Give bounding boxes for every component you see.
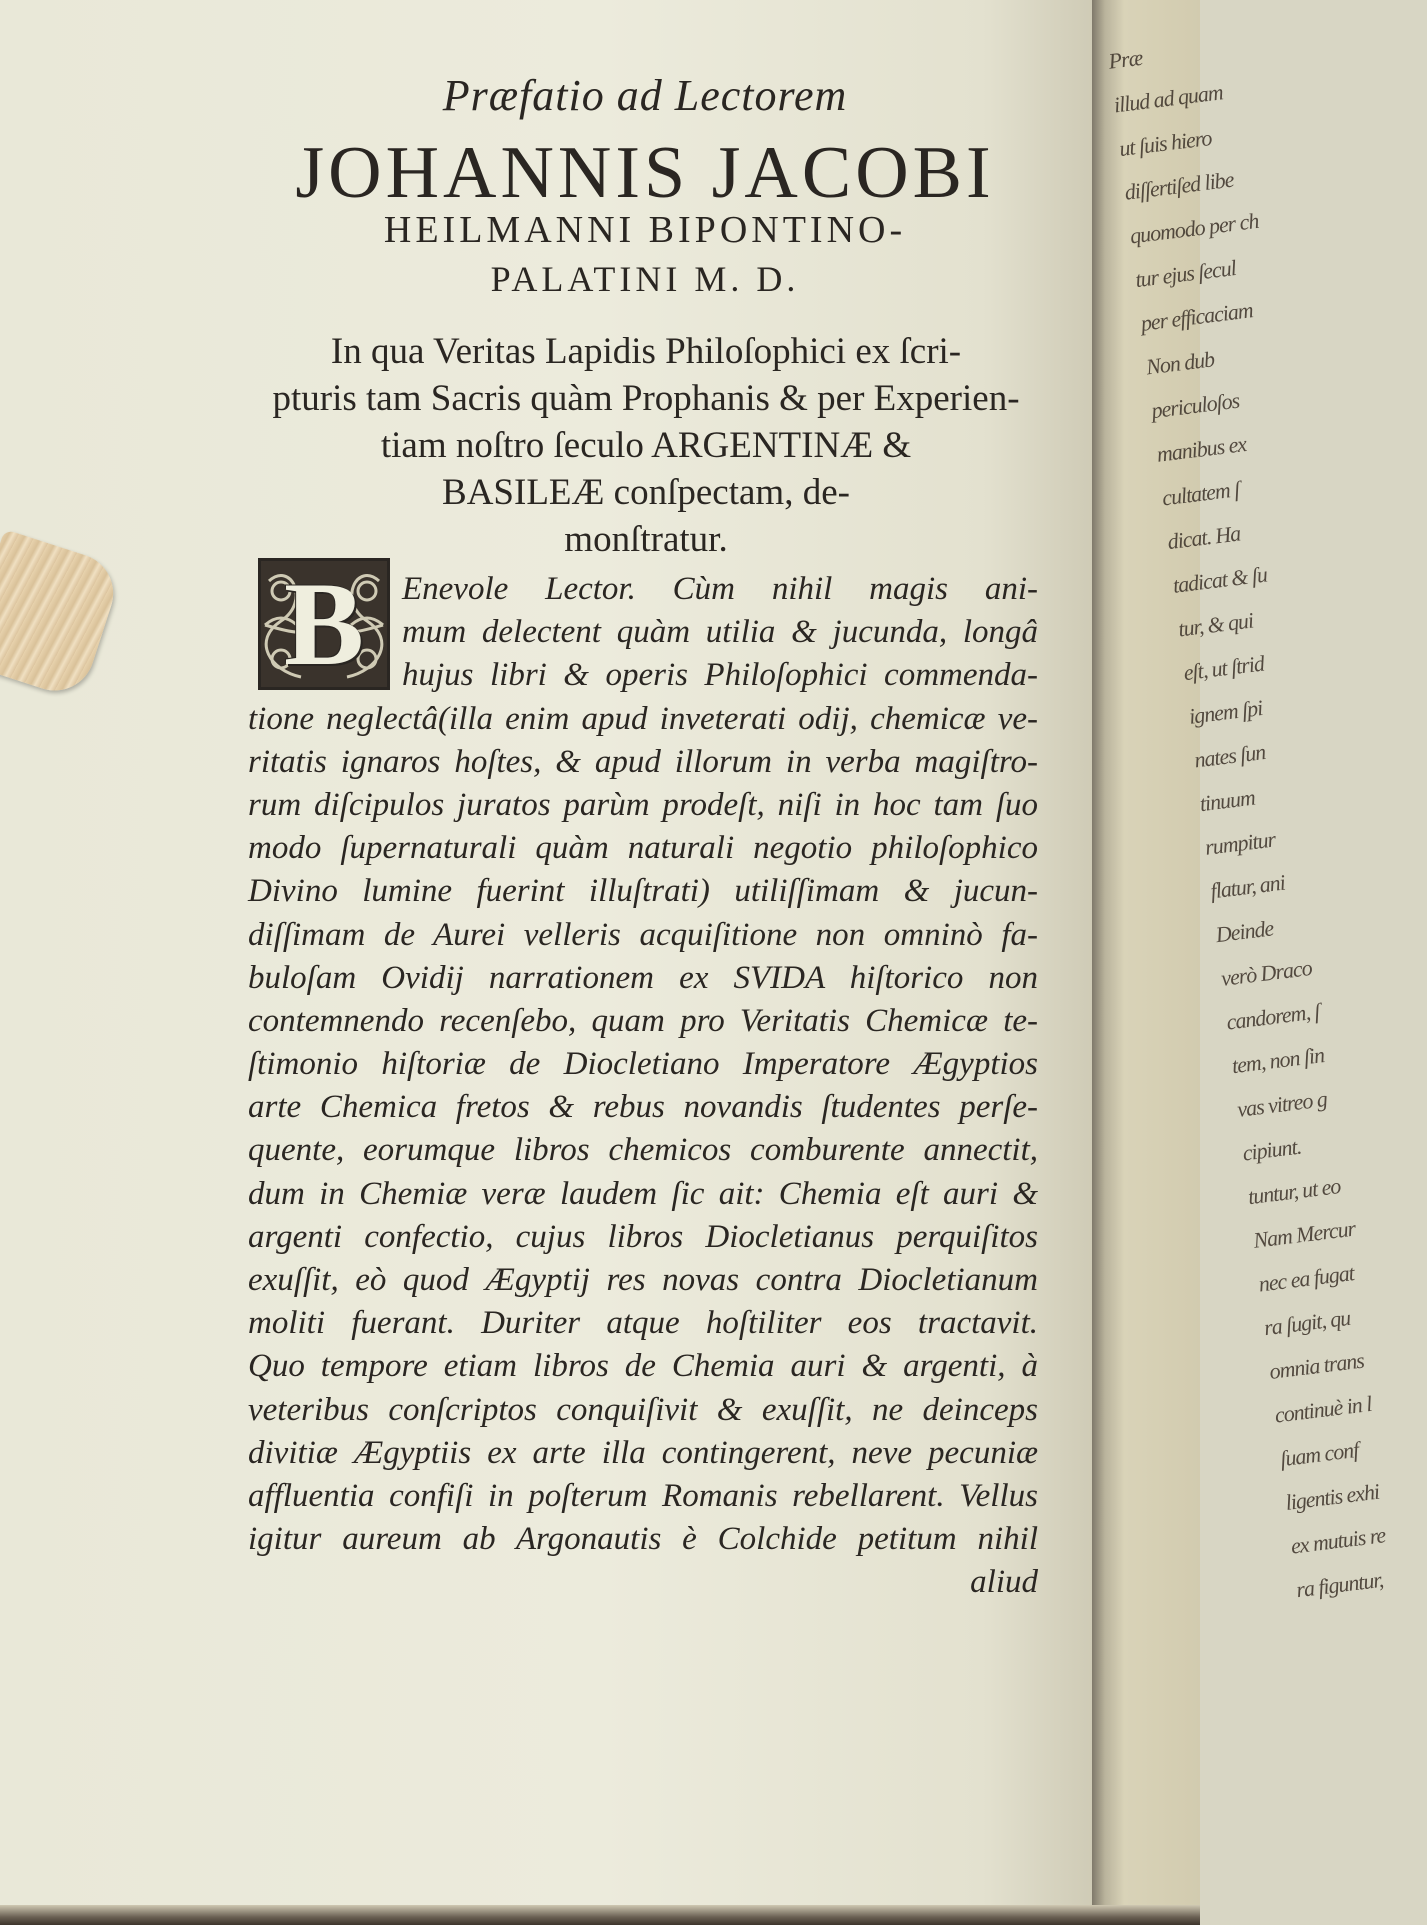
facing-line: ignem ſpi [1187,695,1264,729]
body-text [248,568,1038,1605]
body-line: tione neglectâ(illa enim apud inveterati odij, chemicæ ve- [248,700,1038,737]
page-bottom-shadow [0,1905,1200,1925]
body-line: Enevole Lector. Cùm nihil magis ani- [402,571,1038,607]
body-line: contemnendo recenſebo, quam pro Veritatis Chemicæ te- [248,1002,1038,1039]
body-line-catchword: aliud [970,1564,1038,1601]
dropcap-letter: B [283,557,365,690]
subtitle-line: BASILEÆ conſpectam, de- [442,472,850,513]
facing-line: candorem, ſ [1225,998,1321,1035]
body-line: hujus libri & operis Philoſophici commenda- [402,657,1038,694]
facing-line: Nam Mercur [1251,1215,1357,1253]
subtitle-line: tiam noſtro ſeculo ARGENTINÆ & [380,425,912,466]
title-line-1: JOHANNIS JACOBI [295,132,995,214]
facing-line: diſſertiſed libe [1123,166,1235,205]
body-line: diſſimam de Aurei velleris acquiſitione non omninò fa- [248,916,1038,953]
body-line: veteribus conſcriptos conquiſivit & exuſſit, ne deinceps [248,1391,1038,1428]
facing-line: Deinde [1214,915,1275,948]
facing-line: dicat. Ha [1166,520,1242,555]
facing-line: tinuum [1198,784,1257,817]
facing-line: flatur, ani [1208,869,1287,904]
body-line: arte Chemica fretos & rebus novandis ſtudentes perſe- [248,1089,1038,1126]
body-line: argenti confectio, cujus libros Diocletianus perquiſitos [248,1218,1038,1255]
facing-line: Præ [1107,44,1144,74]
facing-line: tadicat & ſu [1171,561,1269,598]
body-line: moliti fuerant. Duriter atque hoſtiliter eos tractavit. [248,1305,1038,1342]
body-line: quente, eorumque libros chemicos comburente annectit, [248,1132,1038,1169]
facing-line: ligentis exhi [1284,1478,1381,1515]
body-line: exuſſit, eò quod Ægyptij res novas contra Diocletianum [248,1262,1038,1298]
subtitle-line: monſtratur. [564,519,728,560]
facing-line: tem, non ſin [1230,1042,1326,1079]
subtitle-line: In qua Veritas Lapidis Philoſophici ex ſcri- [330,331,962,372]
facing-line: omnia trans [1267,1347,1366,1384]
facing-line: periculoſos [1149,387,1241,424]
facing-line: cultatem ſ [1160,476,1241,511]
header-praefatio: Præfatio ad Lectorem [442,71,848,120]
body-line: ritatis ignaros hoſtes, & apud illorum in verba magiſtro- [248,743,1038,780]
body-line: Divino lumine fuerint illuſtrati) utiliſſimam & jucun- [248,873,1038,910]
facing-line: ra figuntur, [1294,1566,1385,1603]
title-line-3: PALATINI M. D. [490,259,800,299]
body-line: affluentia confiſi in poſterum Romanis rebellarent. Vellus [248,1477,1038,1514]
body-line: buloſam Ovidij narrationem ex SVIDA hiſtorico non [248,959,1038,996]
body-line: ſtimonio hiſtoriæ de Diocletiano Imperatore Ægyptios [248,1046,1038,1083]
body-line: dum in Chemiæ veræ laudem ſic ait: Chemia eſt auri & [248,1175,1038,1212]
facing-line: manibus ex [1155,431,1248,467]
facing-line: Non dub [1144,346,1216,380]
facing-line: eſt, ut ſtrid [1182,650,1266,686]
facing-line: tur, & qui [1176,607,1255,642]
body-line: Quo tempore etiam libros de Chemia auri & argenti, à [248,1348,1038,1385]
facing-line: tuntur, ut eo [1246,1173,1342,1210]
facing-line: nates ſun [1192,739,1267,773]
facing-line: cipiunt. [1241,1133,1303,1166]
subtitle [252,328,1040,563]
facing-line: ut ſuis hiero [1117,125,1213,162]
body-line: igitur aureum ab Argonautis è Colchide petitum nihil [248,1521,1038,1558]
facing-line: rumpitur [1203,826,1277,860]
body-line: mum delectent quàm utilia & jucunda, longâ [402,614,1038,651]
facing-line: per efficaciam [1139,297,1254,336]
body-line: rum diſcipulos juratos parùm prodeſt, niſi in hoc tam ſuo [248,786,1038,823]
facing-line: vas vitreo g [1235,1086,1328,1122]
paper-bookmark-tag [0,529,124,701]
subtitle-line: pturis tam Sacris quàm Prophanis & per Experien- [272,378,1020,419]
title-line-2: HEILMANNI BIPONTINO- [383,209,907,251]
facing-line: ſuam conf [1278,1436,1360,1472]
facing-line: illud ad quam [1112,79,1224,118]
facing-line: ex mutuis re [1289,1522,1387,1559]
facing-line: ra ſugit, qu [1262,1304,1352,1341]
facing-line: quomodo per ch [1128,207,1260,249]
facing-line: nec ea fugat [1257,1260,1356,1297]
body-line: divitiæ Ægyptiis ex arte illa contingerent, neve pecuniæ [248,1434,1038,1471]
body-line: modo ſupernaturali quàm naturali negotio philoſophico [248,830,1038,867]
facing-line: tur ejus ſecul [1133,254,1238,293]
facing-line: verò Draco [1219,954,1313,991]
facing-line: continuè in l [1273,1390,1373,1428]
